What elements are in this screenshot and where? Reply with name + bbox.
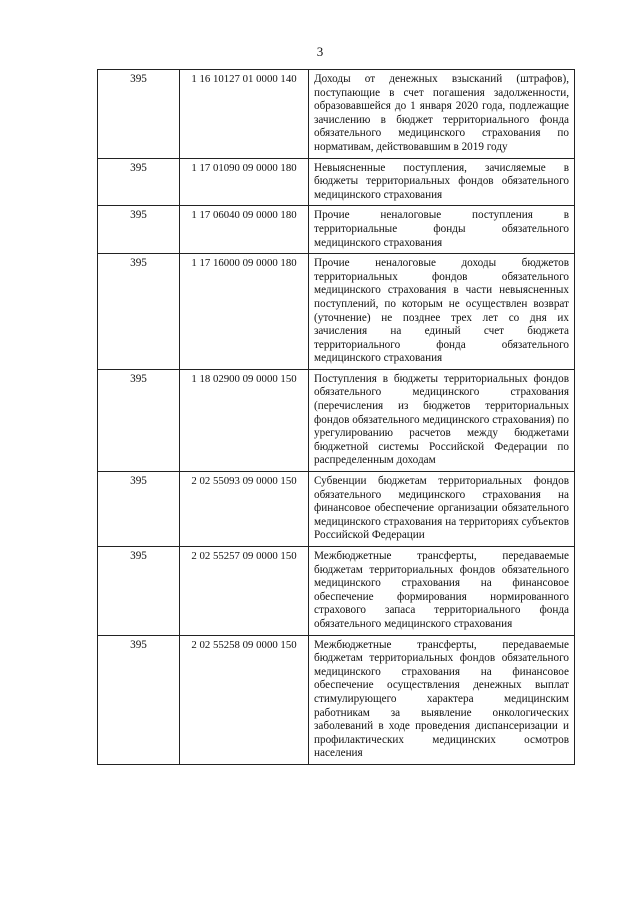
table-row [98,158,575,206]
description-cell: Субвенции бюджетам территориальных фондов обязательного медицинского страхования на финансовое обеспечение организации обязательного медицинского страхования на территориях субъектов Российской Федерации [309,472,575,547]
revenue-code-cell: 1 16 10127 01 0000 140 [180,70,309,159]
table-row [98,635,575,764]
description-cell: Прочие неналоговые поступления в территориальные фонды обязательного медицинского страхования [309,206,575,254]
table-row [98,547,575,636]
admin-code-cell: 395 [98,158,180,206]
table-row [98,70,575,159]
table-row [98,206,575,254]
revenue-code-cell: 1 17 01090 09 0000 180 [180,158,309,206]
description-cell: Межбюджетные трансферты, передаваемые бюджетам территориальных фондов обязательного медицинского страхования на финансовое обеспечение формирования нормированного страхового запаса территориального фонда обязательного медицинского страхования [309,547,575,636]
table-row [98,369,575,471]
table-row [98,472,575,547]
admin-code-cell: 395 [98,206,180,254]
revenue-code-cell: 2 02 55257 09 0000 150 [180,547,309,636]
admin-code-cell: 395 [98,635,180,764]
admin-code-cell: 395 [98,70,180,159]
revenue-codes-table [97,69,575,765]
admin-code-cell: 395 [98,547,180,636]
description-cell: Невыясненные поступления, зачисляемые в бюджеты территориальных фондов обязательного медицинского страхования [309,158,575,206]
description-cell: Поступления в бюджеты территориальных фондов обязательного медицинского страхования (перечисления из бюджетов территориальных фондов обязательного медицинского страхования) по урегулированию расчетов между бюджетами бюджетной системы Российской Федерации по распределенным доходам [309,369,575,471]
revenue-code-cell: 1 17 06040 09 0000 180 [180,206,309,254]
revenue-code-cell: 1 18 02900 09 0000 150 [180,369,309,471]
revenue-code-cell: 1 17 16000 09 0000 180 [180,254,309,370]
description-cell: Доходы от денежных взысканий (штрафов), поступающие в счет погашения задолженности, образовавшейся до 1 января 2020 года, подлежащие зачислению в бюджет территориального фонда обязательного медицинского страхования по нормативам, действовавшим в 2019 году [309,70,575,159]
revenue-code-cell: 2 02 55093 09 0000 150 [180,472,309,547]
revenue-code-cell: 2 02 55258 09 0000 150 [180,635,309,764]
admin-code-cell: 395 [98,472,180,547]
page-number: 3 [316,44,324,59]
admin-code-cell: 395 [98,254,180,370]
admin-code-cell: 395 [98,369,180,471]
description-cell: Межбюджетные трансферты, передаваемые бюджетам территориальных фондов обязательного медицинского страхования на финансовое обеспечение осуществления денежных выплат стимулирующего характера медицинским работникам за выявление онкологических заболеваний в ходе проведения диспансеризации и профилактических медицинских осмотров населения [309,635,575,764]
table-row [98,254,575,370]
description-cell: Прочие неналоговые доходы бюджетов территориальных фондов обязательного медицинского страхования в части невыясненных поступлений, по которым не осуществлен возврат (уточнение) не позднее трех лет со дня их зачисления на единый счет бюджета территориального фонда обязательного медицинского страхования [309,254,575,370]
